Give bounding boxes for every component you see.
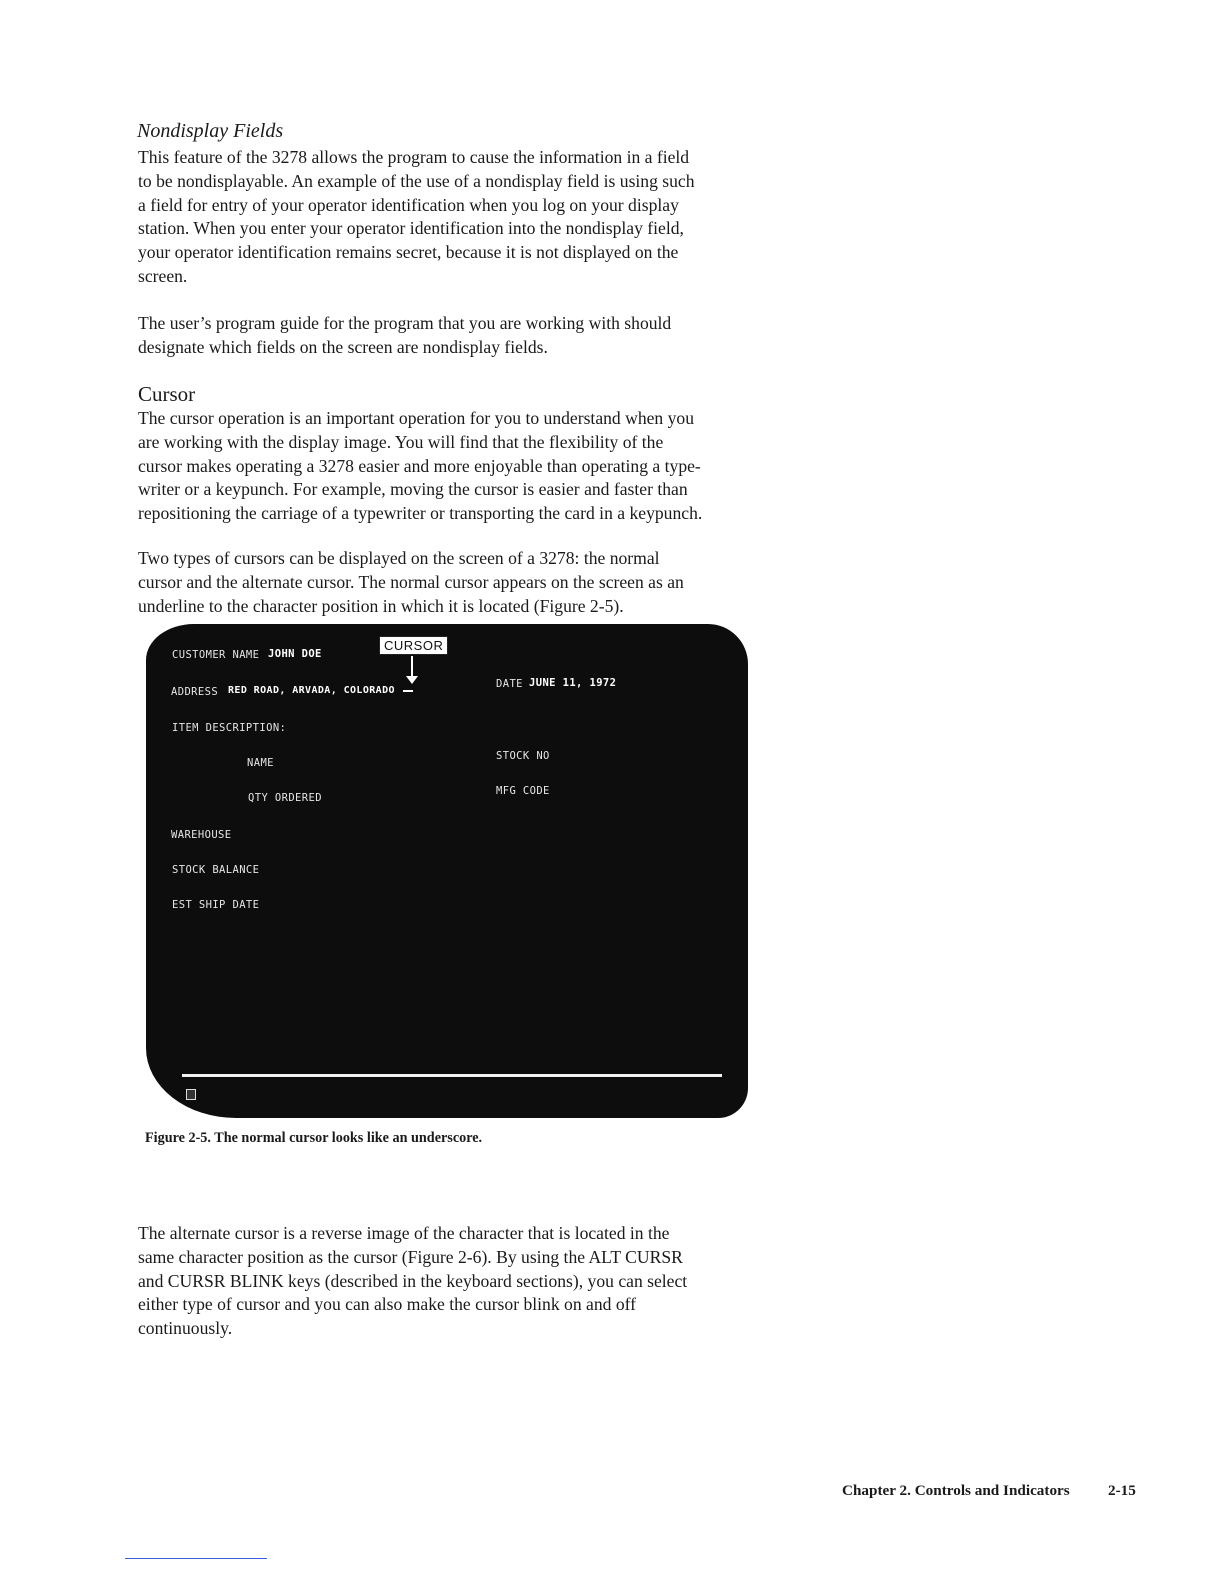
paragraph-program-guide: The user’s program guide for the program that you are working with should designate which fields on the screen are nondisplay fields. xyxy=(138,313,672,357)
screen-est-ship-date-field: EST SHIP DATE xyxy=(172,899,260,911)
paragraph-alternate-cursor: The alternate cursor is a reverse image of the character that is located in the same character position as the cursor (Figure 2-6). By using the ALT CURSR and CURSR BLINK keys (described in the keyboard sections), you can select either type of cursor and you can also make the cursor blink on and off continuously. xyxy=(138,1223,688,1339)
paragraph-nondisplay-intro: This feature of the 3278 allows the program to cause the information in a field to be nondisplayable. An example of the use of a nondisplay field is using such a field for entry of your operator identification when you log on your display station. When you enter your operator identification into the nondisplay field, your operator identification remains secret, because it is not displayed on the screen. xyxy=(138,147,695,286)
screen-status-line xyxy=(182,1074,722,1077)
cursor-callout-label: CURSOR xyxy=(379,636,448,655)
screen-stock-no-field: STOCK NO xyxy=(496,750,550,762)
screen-name-field: NAME xyxy=(247,757,274,769)
cursor-callout-arrow-shaft xyxy=(411,656,413,678)
screen-date-label: DATE xyxy=(496,678,523,690)
normal-cursor-underscore xyxy=(403,690,413,692)
screen-address-value: RED ROAD, ARVADA, COLORADO xyxy=(228,685,395,696)
cursor-callout-arrow-icon xyxy=(406,676,418,684)
paragraph-cursor-types: Two types of cursors can be displayed on the screen of a 3278: the normal cursor and the alternate cursor. The normal cursor appears on the screen as an underline to the character position in which it is located (Figure 2-5). xyxy=(138,548,684,616)
screen-stock-balance-field: STOCK BALANCE xyxy=(172,864,260,876)
figure-caption: Figure 2-5. The normal cursor looks like an underscore. xyxy=(145,1130,483,1146)
status-indicator-icon xyxy=(186,1089,196,1100)
footer-chapter-title: Chapter 2. Controls and Indicators xyxy=(842,1482,1070,1499)
screen-warehouse-field: WAREHOUSE xyxy=(171,829,232,841)
terminal-screen-figure xyxy=(146,624,748,1118)
footer-page-number: 2-15 xyxy=(1108,1482,1136,1499)
screen-qty-ordered-field: QTY ORDERED xyxy=(248,792,322,804)
screen-mfg-code-field: MFG CODE xyxy=(496,785,550,797)
heading-nondisplay-fields: Nondisplay Fields xyxy=(137,120,284,142)
screen-customer-label: CUSTOMER NAME xyxy=(172,649,260,661)
paragraph-cursor-operation: The cursor operation is an important operation for you to understand when you are working with the display image. You will find that the flexibility of the cursor makes operating a 3278 easier and more enjoyable than operating a type- writer or a keypunch. For example, moving the cursor is easier and faster than repositioning the carriage of a typewriter or transporting the card in a keypunch. xyxy=(138,408,703,524)
screen-customer-value: JOHN DOE xyxy=(268,648,322,660)
bottom-rule xyxy=(125,1558,267,1559)
screen-item-description: ITEM DESCRIPTION: xyxy=(172,722,287,734)
screen-date-value: JUNE 11, 1972 xyxy=(529,677,617,689)
screen-address-label: ADDRESS xyxy=(171,686,219,698)
heading-cursor: Cursor xyxy=(138,382,196,406)
